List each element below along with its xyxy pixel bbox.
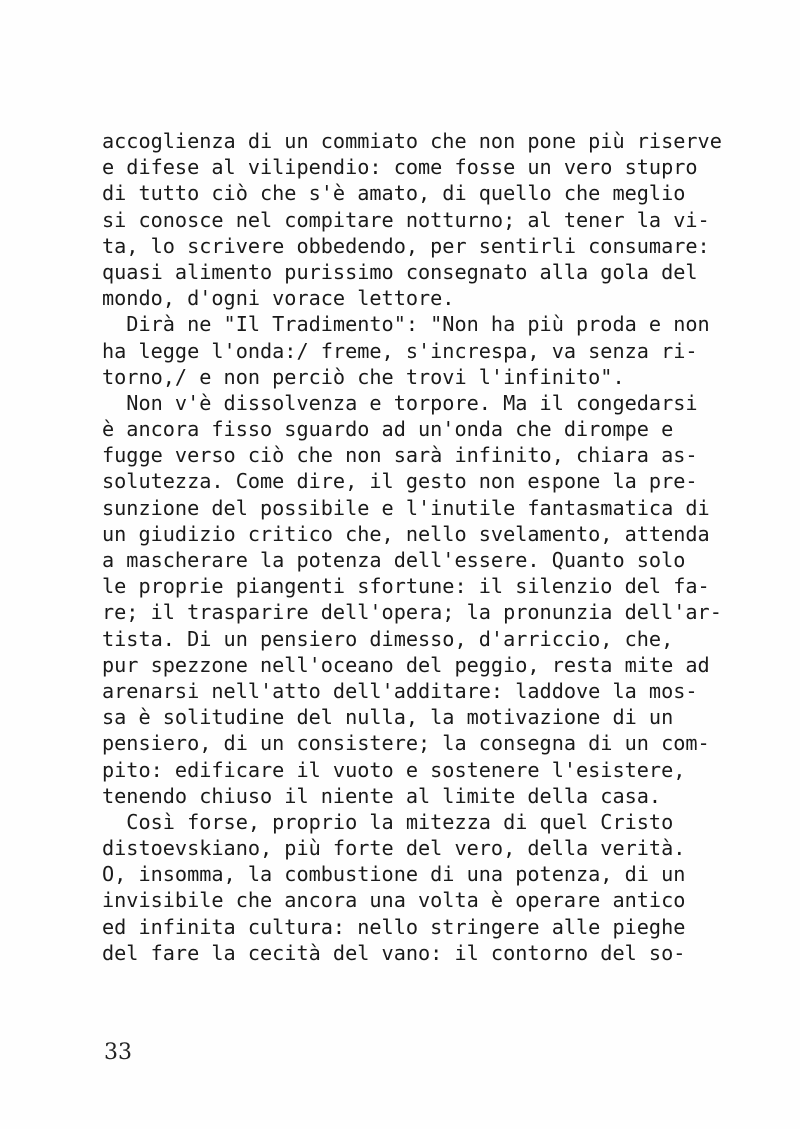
text-line-4: si conosce nel compitare notturno; al tener la vi- (102, 207, 710, 232)
text-line-2: e difese al vilipendio: come fosse un vero stupro (102, 155, 698, 180)
text-line-19: re; il trasparire dell'opera; la pronunzia dell'ar- (102, 600, 722, 625)
text-line-13: fugge verso ciò che non sarà infinito, chiara as- (102, 443, 698, 468)
text-line-10: torno,/ e non perciò che trovi l'infinito". (102, 364, 625, 389)
text-line-24: pensiero, di un consistere; la consegna di un com- (102, 731, 710, 756)
text-line-14: solutezza. Come dire, il gesto non espone la pre- (102, 469, 698, 494)
text-line-32: del fare la cecità del vano: il contorno del so- (102, 940, 686, 965)
text-line-3: di tutto ciò che s'è amato, di quello che meglio (102, 181, 686, 206)
text-line-21: pur spezzone nell'oceano del peggio, resta mite ad (102, 652, 710, 677)
body-text (102, 128, 792, 966)
text-line-17: a mascherare la potenza dell'essere. Quanto solo (102, 548, 686, 572)
text-line-30: invisibile che ancora una volta è operare antico (102, 888, 686, 913)
text-line-25: pito: edificare il vuoto e sostenere l'esistere, (102, 757, 686, 782)
text-line-26: tenendo chiuso il niente al limite della casa. (102, 783, 662, 808)
text-line-23: sa è solitudine del nulla, la motivazione di un (102, 705, 674, 730)
text-line-27: Così forse, proprio la mitezza di quel Cristo (102, 809, 674, 834)
text-line-28: distoevskiano, più forte del vero, della verità. (102, 836, 686, 861)
text-line-8: Dirà ne "Il Tradimento": "Non ha più proda e non (102, 312, 710, 337)
text-line-20: tista. Di un pensiero dimesso, d'arriccio, che, (102, 626, 674, 651)
text-line-5: ta, lo scrivere obbedendo, per sentirli consumare: (102, 233, 710, 258)
text-line-9: ha legge l'onda:/ freme, s'increspa, va senza ri- (102, 338, 698, 363)
text-line-11: Non v'è dissolvenza e torpore. Ma il congedarsi (102, 390, 698, 415)
text-line-18: le proprie piangenti sfortune: il silenzio del fa- (102, 574, 710, 599)
text-line-31: ed infinita cultura: nello stringere alle pieghe (102, 914, 686, 939)
page-number: 33 (104, 1040, 132, 1065)
text-line-16: un giudizio critico che, nello svelamento, attenda (102, 521, 710, 546)
text-line-1: accoglienza di un commiato che non pone più riserve (102, 129, 722, 153)
text-line-15: sunzione del possibile e l'inutile fantasmatica di (102, 495, 710, 520)
text-line-29: O, insomma, la combustione di una potenza, di un (102, 862, 686, 887)
text-line-12: è ancora fisso sguardo ad un'onda che dirompe e (102, 417, 674, 442)
text-line-7: mondo, d'ogni vorace lettore. (102, 286, 455, 311)
text-line-6: quasi alimento purissimo consegnato alla gola del (102, 259, 698, 284)
text-line-22: arenarsi nell'atto dell'additare: laddove la mos- (102, 678, 698, 703)
